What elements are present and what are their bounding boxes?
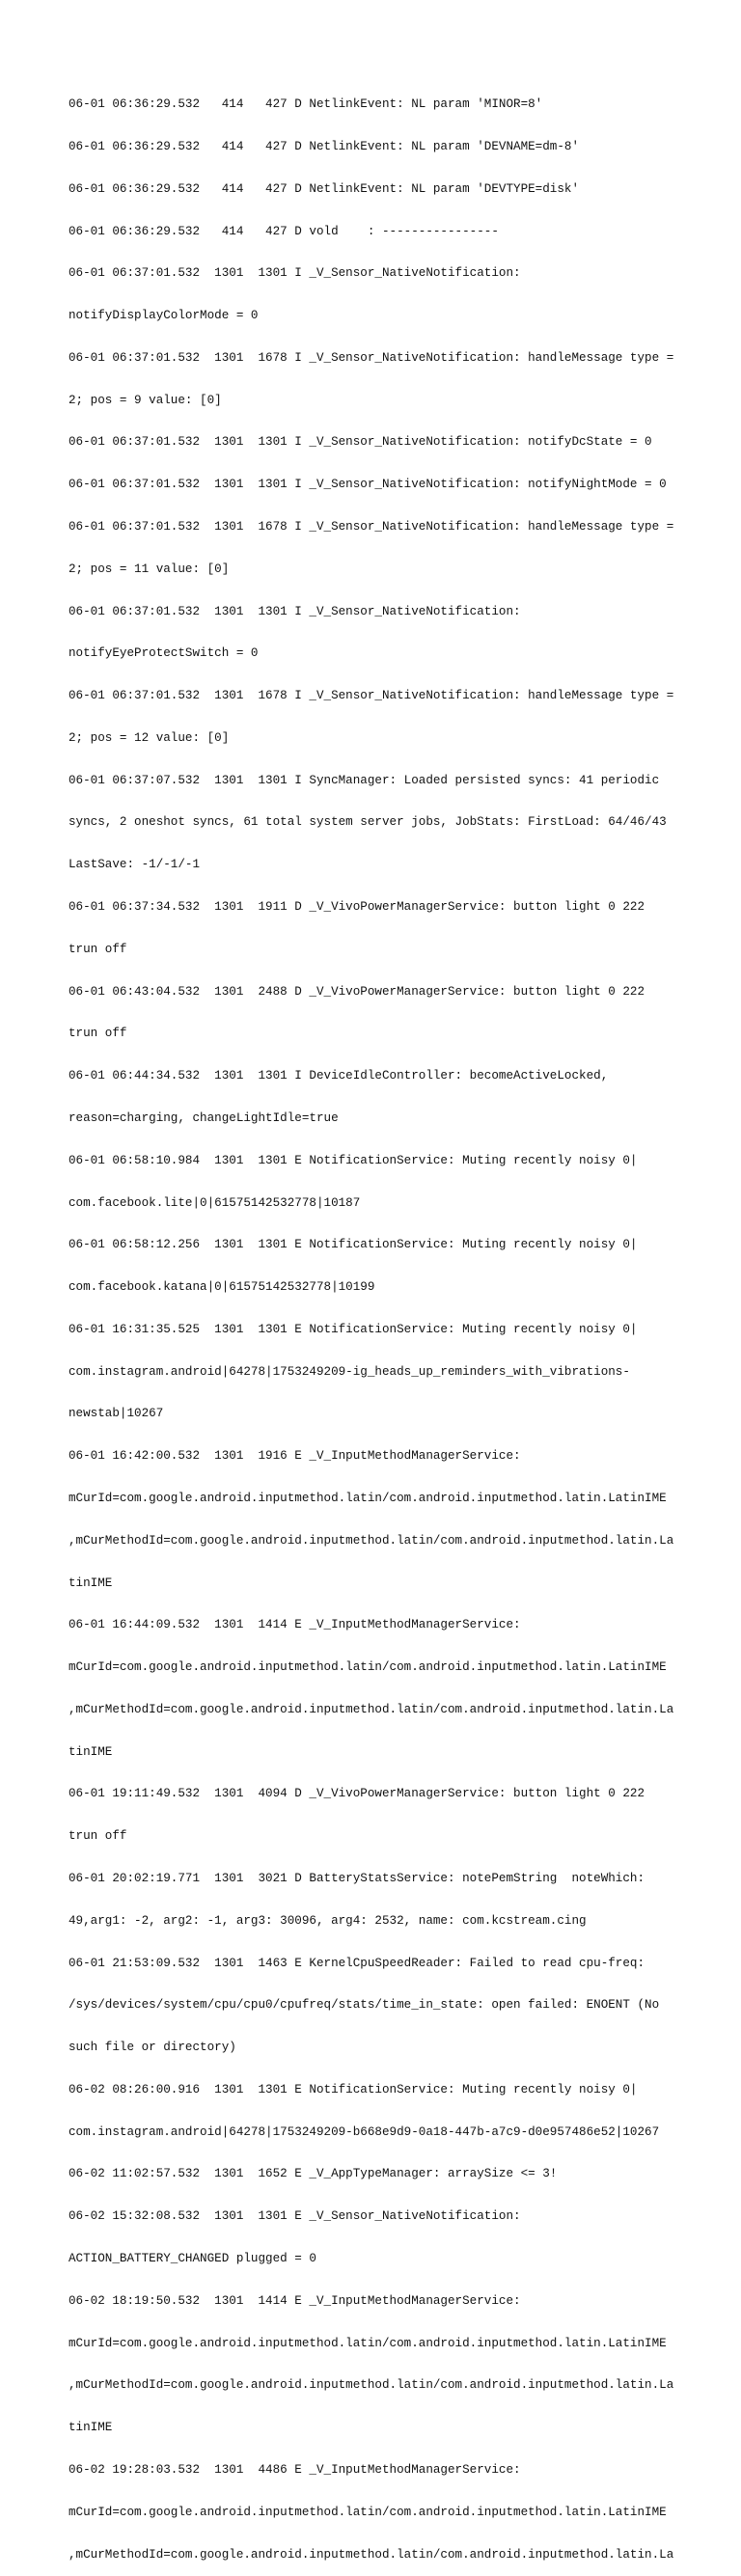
log-line: 06-02 18:19:50.532 1301 1414 E _V_InputMethodManagerService: — [69, 2293, 521, 2308]
log-line: trun off — [69, 942, 127, 956]
log-line: reason=charging, changeLightIdle=true — [69, 1110, 339, 1125]
log-line: 06-01 06:37:01.532 1301 1301 I _V_Sensor_NativeNotification: notifyNightMode = 0 — [69, 478, 667, 492]
log-line: ,mCurMethodId=com.google.android.inputmethod.latin/com.android.inputmethod.latin.La — [69, 2378, 674, 2393]
log-line: ,mCurMethodId=com.google.android.inputmethod.latin/com.android.inputmethod.latin.La — [69, 2547, 674, 2562]
log-line: 06-01 06:37:01.532 1301 1301 I _V_Sensor_NativeNotification: — [69, 604, 521, 618]
log-line: 06-02 11:02:57.532 1301 1652 E _V_AppTypeManager: arraySize <= 3! — [69, 2167, 558, 2181]
log-line: 06-02 08:26:00.916 1301 1301 E NotificationService: Muting recently noisy 0| — [69, 2082, 638, 2096]
log-line: 06-01 06:37:01.532 1301 1301 I _V_Sensor_NativeNotification: — [69, 266, 521, 281]
log-line: mCurId=com.google.android.inputmethod.latin/com.android.inputmethod.latin.LatinIME — [69, 2336, 667, 2350]
log-line: tinIME — [69, 2421, 113, 2435]
log-line: 06-01 06:37:07.532 1301 1301 I SyncManager: Loaded persisted syncs: 41 periodic — [69, 773, 660, 787]
log-line: tinIME — [69, 1744, 113, 1759]
log-line: 06-01 06:37:34.532 1301 1911 D _V_VivoPowerManagerService: button light 0 222 — [69, 900, 645, 915]
log-line: 06-01 06:37:01.532 1301 1678 I _V_Sensor_NativeNotification: handleMessage type = — [69, 520, 674, 534]
log-line: com.facebook.katana|0|61575142532778|10199 — [69, 1280, 375, 1295]
log-line: 06-01 06:36:29.532 414 427 D NetlinkEvent: NL param 'DEVTYPE=disk' — [69, 181, 580, 196]
log-line: com.facebook.lite|0|61575142532778|10187 — [69, 1195, 361, 1210]
log-line: 06-01 16:42:00.532 1301 1916 E _V_InputMethodManagerService: — [69, 1449, 521, 1464]
log-line: ,mCurMethodId=com.google.android.inputmethod.latin/com.android.inputmethod.latin.La — [69, 1702, 674, 1716]
log-line: trun off — [69, 1027, 127, 1041]
log-line: 06-01 16:44:09.532 1301 1414 E _V_InputMethodManagerService: — [69, 1618, 521, 1632]
log-line: 06-01 06:37:01.532 1301 1678 I _V_Sensor_NativeNotification: handleMessage type = — [69, 689, 674, 703]
log-line: trun off — [69, 1829, 127, 1844]
log-line: 06-02 19:28:03.532 1301 4486 E _V_InputMethodManagerService: — [69, 2462, 521, 2477]
log-line: 2; pos = 9 value: [0] — [69, 393, 222, 407]
log-line: notifyDisplayColorMode = 0 — [69, 309, 259, 323]
log-line: notifyEyeProtectSwitch = 0 — [69, 646, 259, 661]
log-line: mCurId=com.google.android.inputmethod.latin/com.android.inputmethod.latin.LatinIME — [69, 1660, 667, 1675]
log-line: 06-01 06:37:01.532 1301 1678 I _V_Sensor_NativeNotification: handleMessage type = — [69, 350, 674, 365]
log-line: 06-01 06:44:34.532 1301 1301 I DeviceIdleController: becomeActiveLocked, — [69, 1069, 609, 1083]
log-line: 06-01 19:11:49.532 1301 4094 D _V_VivoPowerManagerService: button light 0 222 — [69, 1787, 645, 1801]
log-line: 06-01 20:02:19.771 1301 3021 D BatteryStatsService: notePemString noteWhich: — [69, 1872, 645, 1885]
log-line: com.instagram.android|64278|1753249209-ig_heads_up_reminders_with_vibrations- — [69, 1364, 630, 1379]
log-line: syncs, 2 oneshot syncs, 61 total system server jobs, JobStats: FirstLoad: 64/46/43 — [69, 815, 667, 830]
log-line: 06-01 06:43:04.532 1301 2488 D _V_VivoPowerManagerService: button light 0 222 — [69, 984, 645, 999]
log-line: tinIME — [69, 1576, 113, 1590]
log-line: mCurId=com.google.android.inputmethod.latin/com.android.inputmethod.latin.LatinIME — [69, 2505, 667, 2519]
log-line: 06-01 06:58:12.256 1301 1301 E NotificationService: Muting recently noisy 0| — [69, 1238, 638, 1252]
log-line: mCurId=com.google.android.inputmethod.latin/com.android.inputmethod.latin.LatinIME — [69, 1491, 667, 1505]
log-line: 06-01 06:58:10.984 1301 1301 E NotificationService: Muting recently noisy 0| — [69, 1153, 638, 1167]
log-line: 06-01 06:36:29.532 414 427 D NetlinkEvent: NL param 'DEVNAME=dm-8' — [69, 139, 580, 153]
log-line: 06-02 15:32:08.532 1301 1301 E _V_Sensor_NativeNotification: — [69, 2209, 521, 2224]
log-line: 06-01 21:53:09.532 1301 1463 E KernelCpuSpeedReader: Failed to read cpu-freq: — [69, 1956, 645, 1970]
log-line: 2; pos = 12 value: [0] — [69, 730, 230, 745]
log-line: 06-01 06:37:01.532 1301 1301 I _V_Sensor_NativeNotification: notifyDcState = 0 — [69, 435, 652, 450]
log-line: ,mCurMethodId=com.google.android.inputmethod.latin/com.android.inputmethod.latin.La — [69, 1533, 674, 1548]
log-line: 49,arg1: -2, arg2: -1, arg3: 30096, arg4: 2532, name: com.kcstream.cing — [69, 1913, 587, 1928]
log-line: such file or directory) — [69, 2041, 236, 2055]
log-line: ACTION_BATTERY_CHANGED plugged = 0 — [69, 2252, 316, 2266]
log-line: 06-01 06:36:29.532 414 427 D vold : ---------------- — [69, 224, 499, 238]
log-line: 06-01 16:31:35.525 1301 1301 E NotificationService: Muting recently noisy 0| — [69, 1322, 638, 1336]
log-line: 06-01 06:36:29.532 414 427 D NetlinkEvent: NL param 'MINOR=8' — [69, 97, 543, 112]
log-line: newstab|10267 — [69, 1407, 164, 1421]
log-line: LastSave: -1/-1/-1 — [69, 858, 201, 872]
log-document — [69, 69, 686, 2576]
log-line: 2; pos = 11 value: [0] — [69, 562, 230, 576]
log-line: com.instagram.android|64278|1753249209-b668e9d9-0a18-447b-a7c9-d0e957486e52|10267 — [69, 2124, 660, 2139]
log-line: /sys/devices/system/cpu/cpu0/cpufreq/stats/time_in_state: open failed: ENOENT (No — [69, 1998, 660, 2013]
